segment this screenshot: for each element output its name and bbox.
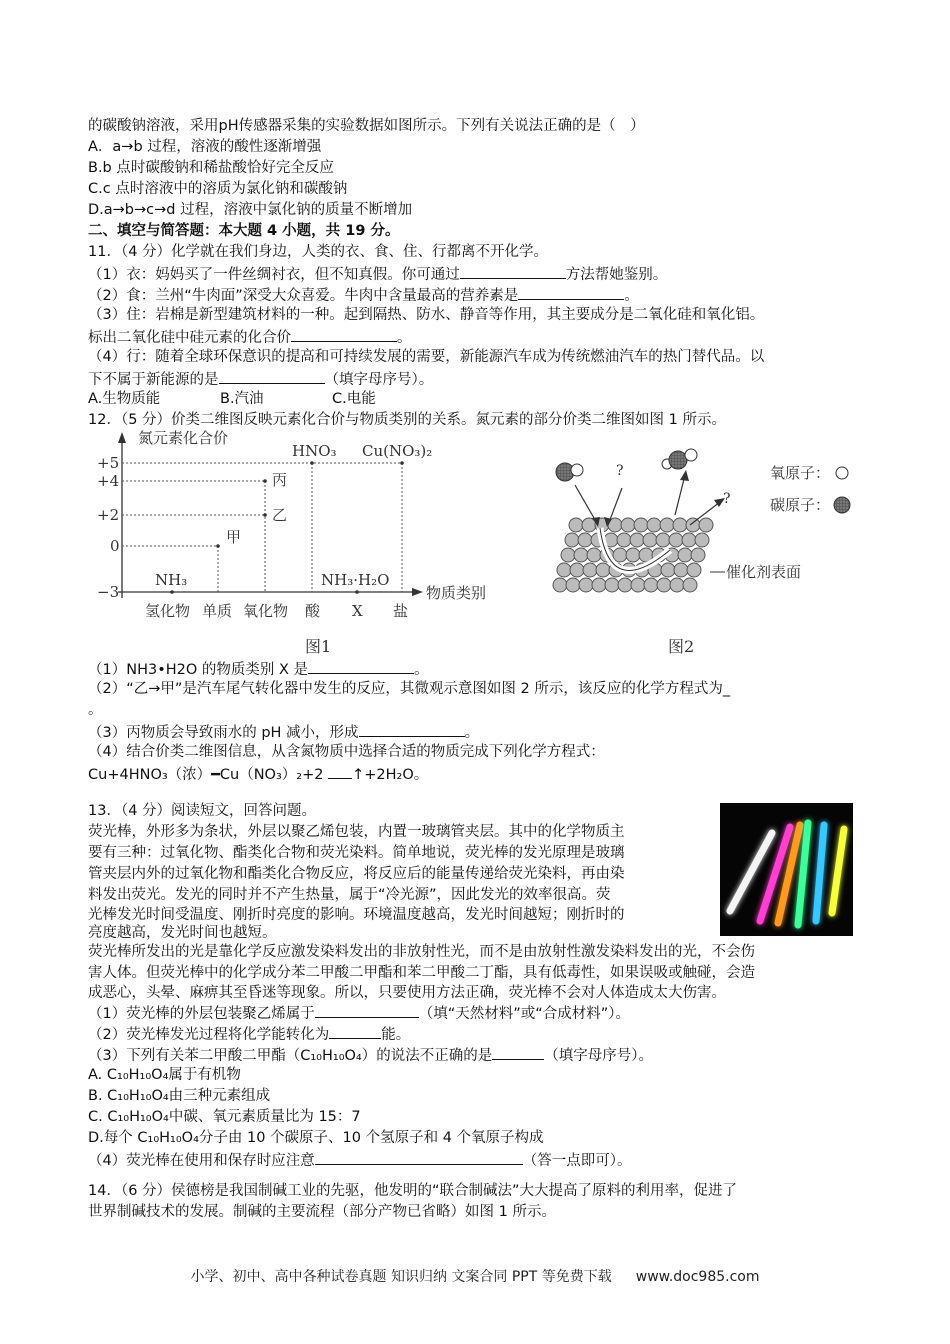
x-tick: 单质 <box>202 602 233 620</box>
catalyst-atom <box>561 548 575 562</box>
x-tick: 氢化物 <box>145 602 191 620</box>
figure-caption: 图2 <box>668 637 695 656</box>
y-tick: +5 <box>97 454 120 472</box>
catalyst-atom <box>605 578 619 592</box>
oxygen-legend: 氧原子： <box>770 464 831 482</box>
text: 方法帮她鉴别。 <box>565 267 668 283</box>
catalyst-atom <box>674 563 688 577</box>
catalyst-atom <box>643 533 657 547</box>
catalyst-atom <box>670 578 684 592</box>
section-heading: 二、填空与简答题：本大题 4 小题，共 19 分。 <box>88 223 400 239</box>
text: （1）衣：妈妈买了一件丝绸衬衣，但不知真假。你可通过 <box>88 267 460 283</box>
q12-part3 <box>88 721 868 742</box>
q13-part4 <box>88 1149 868 1170</box>
catalyst-atom <box>682 533 696 547</box>
q13-part3 <box>88 1044 868 1065</box>
catalyst-atom <box>574 548 588 562</box>
text: 能。 <box>381 1027 411 1043</box>
point-label: Cu(NO₃)₂ <box>362 442 433 460</box>
q13-option-a: A. C₁₀H₁₀O₄属于有机物 <box>88 1067 241 1083</box>
catalyst-atom <box>699 518 713 532</box>
q13-option-b: B. C₁₀H₁₀O₄由三种元素组成 <box>88 1088 271 1104</box>
passage-line: 亮度越高，发光时间也越短。 <box>88 925 277 941</box>
x-axis-arrow-icon <box>412 588 423 596</box>
catalyst-atom <box>557 563 571 577</box>
q13-option-d: D.每个 C₁₀H₁₀O₄分子由 10 个碳原子、10 个氢原子和 4 个氧原子构成 <box>88 1130 544 1146</box>
oxygen-atom-icon <box>836 467 848 479</box>
q12-part2-end: 。 <box>88 702 103 718</box>
catalyst-atom <box>644 578 658 592</box>
point-label: 甲 <box>226 528 242 546</box>
footer-text: 小学、初中、高中各种试卷真题 知识归纳 文案合同 PPT 等免费下载 <box>190 1269 612 1285</box>
question-mark: ? <box>723 491 731 507</box>
valence-category-diagram <box>0 0 520 670</box>
point-nh3 <box>170 590 174 594</box>
q12-part2: （2）“乙→甲”是汽车尾气转化器中发生的反应，其微观示意图如图 2 所示，该反应的化学方程式为_ <box>88 681 731 697</box>
answer-blank[interactable] <box>329 1023 381 1039</box>
carbon-legend: 碳原子： <box>770 496 831 514</box>
passage-line: 荧光棒所发出的光是靠化学反应激发染料发出的非放射性光，而不是由放射性激发染料发出的光，不会伤 <box>88 944 755 960</box>
passage-line: 光棒发光时间受温度、刚折时亮度的影响。环境温度越高，发光时间越短；刚折时的 <box>88 907 625 923</box>
text: （填“天然材料”或“合成材料”）。 <box>418 1006 631 1022</box>
text: 。 <box>464 725 480 741</box>
q13-part2 <box>88 1023 868 1044</box>
q12-part4: （4）结合价类二维图信息，从含氮物质中选择合适的物质完成下列化学方程式： <box>88 744 605 760</box>
catalyst-atom <box>553 578 567 592</box>
carbon-atom-icon <box>834 497 850 513</box>
catalyst-atom <box>661 563 675 577</box>
point-jia <box>216 544 220 548</box>
arrow-out <box>675 475 685 515</box>
question-13 <box>88 801 868 1170</box>
passage-line: 成恶心，头晕、麻痹其至昏迷等现象。所以，只要使用方法正确，荧光棒不会对人体造成太大伤害。 <box>88 985 726 1001</box>
answer-blank[interactable] <box>315 1002 419 1018</box>
q14-line: 世界制碱技术的发展。制碱的主要流程（部分产物已省略）如图 1 所示。 <box>88 1204 556 1220</box>
catalyst-atom <box>566 578 580 592</box>
catalyst-atom <box>669 533 683 547</box>
point-label: NH₃ <box>155 571 188 589</box>
q10-stem: 的碳酸钠溶液，采用pH传感器采集的实验数据如图所示。下列有关说法正确的是（ ） <box>88 118 645 134</box>
catalyst-atom <box>617 533 631 547</box>
catalyst-atom <box>626 548 640 562</box>
catalyst-atom <box>613 548 627 562</box>
page-footer <box>0 1266 950 1286</box>
q10-option-d: D.a→b→c→d 过程，溶液中氯化钠的质量不断增加 <box>88 202 413 218</box>
option-c: C.电能 <box>332 391 376 407</box>
answer-blank[interactable] <box>315 1149 523 1165</box>
co2-molecule <box>662 449 697 469</box>
catalyst-atom <box>621 518 635 532</box>
catalyst-atom <box>578 533 592 547</box>
question-12-parts <box>88 658 868 784</box>
y-tick: −3 <box>97 583 120 601</box>
catalyst-atom <box>686 518 700 532</box>
answer-blank[interactable] <box>359 721 465 737</box>
catalyst-atom <box>673 518 687 532</box>
point-yi <box>263 513 267 517</box>
catalyst-atom <box>683 578 697 592</box>
text: （答一点即可）。 <box>522 1153 632 1169</box>
passage-line: 荧光棒，外形多为条状，外层以聚乙烯包装，内置一玻璃管夹层。其中的化学物质主 <box>88 824 625 840</box>
y-tick: +2 <box>97 506 120 524</box>
q12-equation <box>88 763 868 784</box>
catalytic-converter-diagram <box>530 440 870 665</box>
q11-part4: （4）行：随着全球环保意识的提高和可持续发展的需要，新能源汽车成为传统燃油汽车的热门替代品。以 <box>88 349 765 365</box>
q14-line: 14．（6 分）侯德榜是我国制碱工业的先驱，他发明的“联合制碱法”大大提高了原料的利用率，促进了 <box>88 1183 738 1199</box>
catalyst-atom <box>569 518 583 532</box>
catalyst-atom <box>592 578 606 592</box>
catalyst-atom <box>634 518 648 532</box>
q12-part1 <box>88 658 868 679</box>
text: （填字母序号）。 <box>544 1048 653 1064</box>
point-x <box>355 590 359 594</box>
option-b: B.汽油 <box>220 391 264 407</box>
footer-url[interactable]: www.doc985.com <box>635 1269 760 1285</box>
q13-option-c: C. C₁₀H₁₀O₄中碳、氧元素质量比为 15：7 <box>88 1109 361 1125</box>
text: （3）下列有关苯二甲酸二甲酯（C₁₀H₁₀O₄）的说法不正确的是 <box>88 1048 493 1064</box>
catalyst-atom <box>618 578 632 592</box>
text: （2）荧光棒发光过程将化学能转化为 <box>88 1027 330 1043</box>
passage-line: 害人体。但荧光棒中的化学成分苯二甲酸二甲酯和苯二甲酸二丁酯，具有低毒性，如果误吸或触碰，会造 <box>88 965 755 981</box>
answer-blank[interactable] <box>492 1044 544 1060</box>
point-label: 乙 <box>272 506 288 524</box>
point-label: HNO₃ <box>292 442 337 460</box>
catalyst-atom <box>657 578 671 592</box>
surface-label: 催化剂表面 <box>726 563 802 581</box>
text: （2）食：兰州“牛肉面”深受大众喜爱。牛肉中含量最高的营养素是 <box>88 288 519 304</box>
question-14 <box>88 1181 868 1223</box>
x-tick: 酸 <box>305 602 321 620</box>
q12-stem: 12．（5 分）价类二维图反映元素化合价与物质类别的关系。氮元素的部分价类二维图如图 1 所示。 <box>88 412 726 428</box>
catalyst-atom <box>656 533 670 547</box>
answer-blank[interactable] <box>328 763 352 779</box>
catalyst-atom <box>691 548 705 562</box>
equation-left: Cu+4HNO₃（浓）━Cu（NO₃）₂+2 <box>88 767 324 783</box>
point-label: 丙 <box>272 471 288 489</box>
equation-right: ↑+2H₂O。 <box>352 767 429 783</box>
y-axis-arrow-icon <box>118 432 126 443</box>
catalyst-atom <box>687 563 701 577</box>
q10-option-c: C.c 点时溶液中的溶质为氯化钠和碳酸钠 <box>88 181 348 197</box>
x-tick: 盐 <box>393 602 409 620</box>
text: 下不属于新能源的是 <box>88 372 219 388</box>
catalyst-atom <box>596 563 610 577</box>
text: 。 <box>624 288 639 304</box>
catalyst-atom <box>579 578 593 592</box>
text: 。 <box>397 330 412 346</box>
catalyst-atom <box>678 548 692 562</box>
q10-option-a: A．a→b 过程，溶液的酸性逐渐增强 <box>88 139 322 155</box>
answer-blank[interactable] <box>518 284 624 300</box>
text: （1）NH3•H2O 的物质类别 X 是 <box>88 662 309 678</box>
x-tick: 氧化物 <box>243 602 289 620</box>
text: （4）荧光棒在使用和保存时应注意 <box>88 1153 315 1169</box>
passage-line: 管夹层内外的过氧化物和酯类化合物反应，将反应后的能量传递给荧光染料，再由染 <box>88 866 625 882</box>
point-cuno32 <box>400 461 404 465</box>
y-tick: +4 <box>97 472 120 490</box>
text: （3）丙物质会导致雨水的 pH 减小，形成 <box>88 725 359 741</box>
q11-stem: 11．（4 分）化学就在我们身边，人类的衣、食、住、行都离不开化学。 <box>88 244 549 260</box>
catalyst-atom <box>695 533 709 547</box>
catalyst-atom <box>630 533 644 547</box>
figure-caption: 图1 <box>305 637 332 656</box>
q11-part3: （3）住：岩棉是新型建筑材料的一种。起到隔热、防水、静音等作用，其主要成分是二氧化硅和氧化铝。 <box>88 307 765 323</box>
q10-option-b: B.b 点时碳酸钠和稀盐酸恰好完全反应 <box>88 160 334 176</box>
x-axis-label: 物质类别 <box>426 584 487 602</box>
text: （1）荧光棒的外层包装聚乙烯属于 <box>88 1006 315 1022</box>
text: （填字母序号）。 <box>324 372 434 388</box>
text: 标出二氧化硅中硅元素的化合价 <box>88 330 291 346</box>
point-hno3 <box>310 461 314 465</box>
catalyst-atom <box>570 563 584 577</box>
y-tick: 0 <box>110 537 120 555</box>
catalyst-atom <box>587 548 601 562</box>
arrowhead-icon <box>680 470 689 481</box>
catalyst-surface-atoms <box>553 518 713 592</box>
option-a: A.生物质能 <box>88 391 161 407</box>
catalyst-atom <box>583 563 597 577</box>
co-molecule <box>556 463 583 481</box>
catalyst-atom <box>660 518 674 532</box>
catalyst-atom <box>631 578 645 592</box>
q13-part1 <box>88 1002 868 1023</box>
y-axis-label: 氮元素化合价 <box>138 429 229 447</box>
passage-line: 料发出荧光。发光的同时并不产生热量，属于“冷光源”，因此发光的效率很高。荧 <box>88 887 611 903</box>
catalyst-atom <box>565 533 579 547</box>
q13-stem: 13．（4 分）阅读短文，回答问题。 <box>88 803 317 819</box>
passage-line: 要有三种：过氧化物、酯类化合物和荧光染料。简单地说，荧光棒的发光原理是玻璃 <box>88 845 625 861</box>
catalyst-atom <box>647 518 661 532</box>
text: 。 <box>414 662 429 678</box>
question-mark: ? <box>616 463 624 479</box>
point-label: NH₃·H₂O <box>321 571 390 589</box>
answer-blank[interactable] <box>308 658 414 674</box>
x-tick: X <box>352 602 363 620</box>
point-bing <box>263 479 267 483</box>
